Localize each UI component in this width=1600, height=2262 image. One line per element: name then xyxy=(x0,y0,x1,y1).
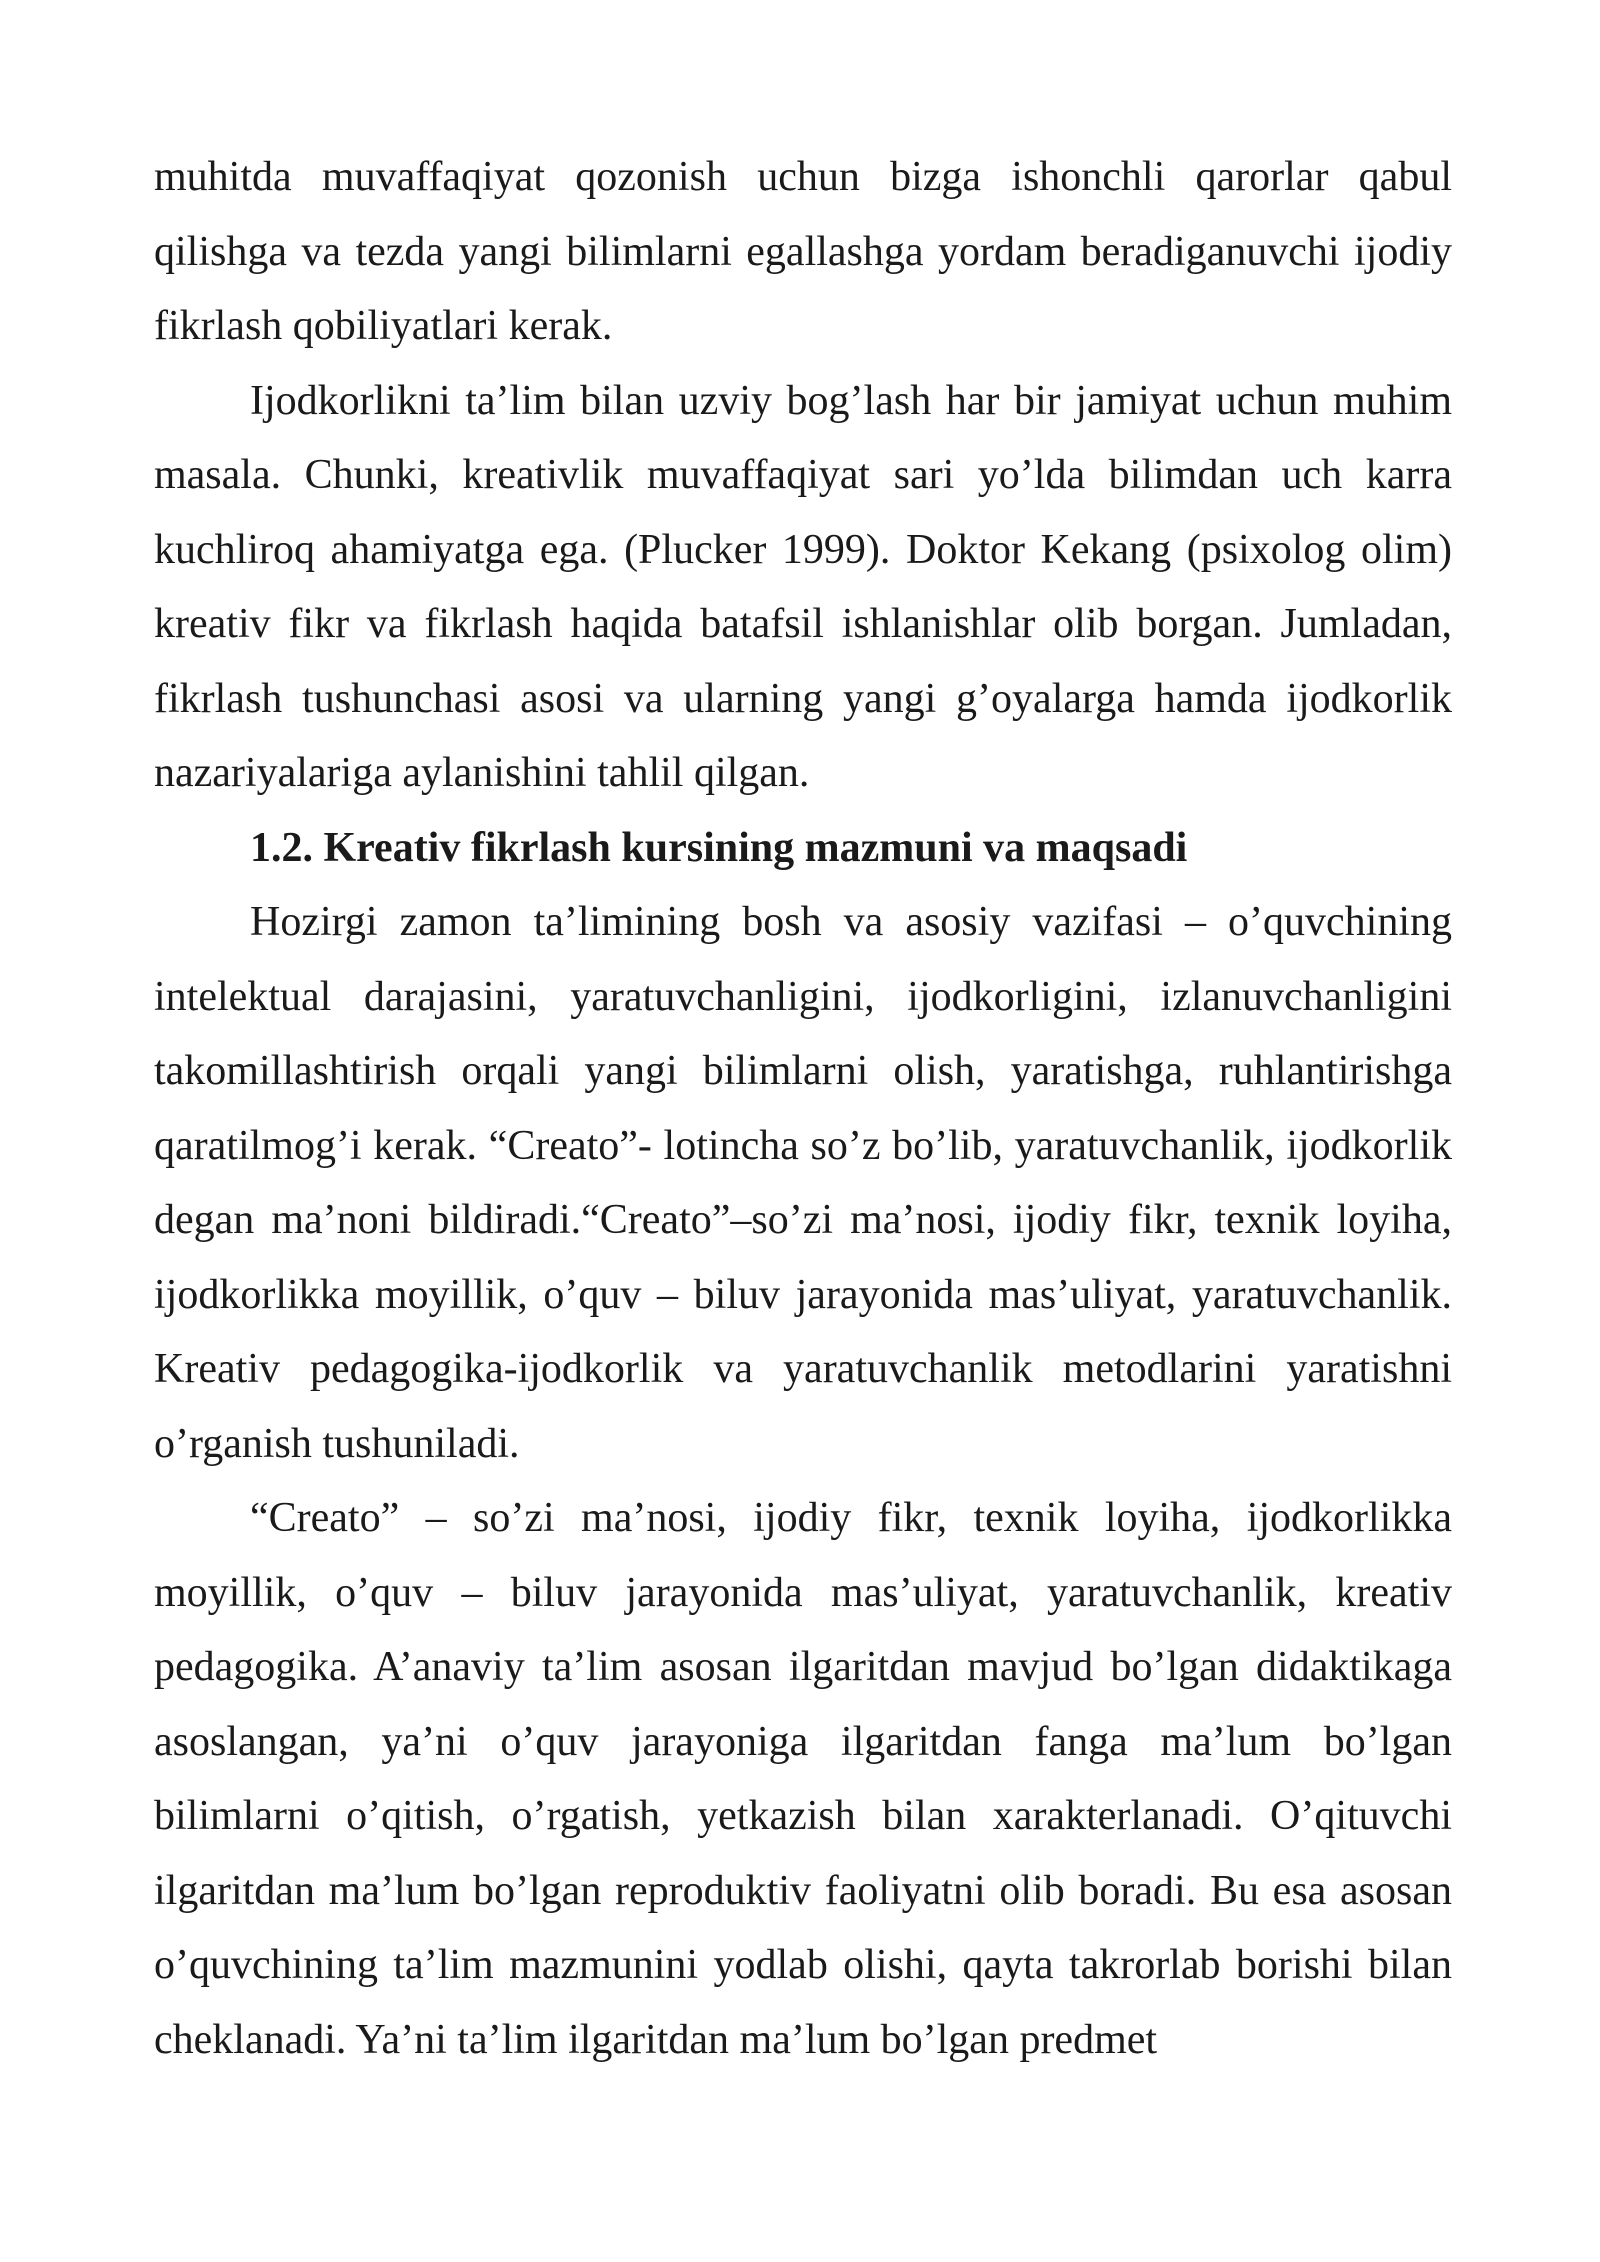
paragraph-continuation: muhitda muvaffaqiyat qozonish uchun bizga ishonchli qarorlar qabul qilishga va tezda yangi bilimlarni egallashga yordam beradiganuvchi ijodiy fikrlash qobiliyatlari kerak. xyxy=(154,154,1452,349)
section-heading: 1.2. Kreativ fikrlash kursining mazmuni va maqsadi xyxy=(250,824,1188,871)
paragraph-creato-meaning: “Creato” – so’zi ma’nosi, ijodiy fikr, texnik loyiha, ijodkorlikka moyillik, o’quv – biluv jarayonida mas’uliyat, yaratuvchanlik, kreativ pedagogika. A’anaviy ta’lim asosan ilgaritdan mavjud bo’lgan didaktikaga asoslangan, ya’ni o’quv jarayoniga ilgaritdan fanga ma’lum bo’lgan bilimlarni o’qitish, o’rgatish, yetkazish bilan xarakterlanadi. O’qituvchi ilgaritdan ma’lum bo’lgan reproduktiv faoliyatni olib boradi. Bu esa asosan o’quvchining ta’lim mazmunini yodlab olishi, qayta takrorlab borishi bilan cheklanadi. Ya’ni ta’lim ilgaritdan ma’lum bo’lgan predmet xyxy=(154,1495,1452,2063)
paragraph-modern-education: Hozirgi zamon ta’limining bosh va asosiy vazifasi – o’quvchining intelektual darajasini, yaratuvchanligini, ijodkorligini, izlanuvchanligini takomillashtirish orqali yangi bilimlarni olish, yaratishga, ruhlantirishga qaratilmog’i kerak. “Creato”- lotincha so’z bo’lib, yaratuvchanlik, ijodkorlik degan ma’noni bildiradi.“Creato”–so’zi ma’nosi, ijodiy fikr, texnik loyiha, ijodkorlikka moyillik, o’quv – biluv jarayonida mas’uliyat, yaratuvchanlik. Kreativ pedagogika-ijodkorlik va yaratuvchanlik metodlarini yaratishni o’rganish tushuniladi. xyxy=(154,899,1452,1467)
document-page xyxy=(154,140,1452,2077)
paragraph-creativity-education: Ijodkorlikni ta’lim bilan uzviy bog’lash har bir jamiyat uchun muhim masala. Chunki, kreativlik muvaffaqiyat sari yo’lda bilimdan uch karra kuchliroq ahamiyatga ega. (Plucker 1999). Doktor Kekang (psixolog olim) kreativ fikr va fikrlash haqida batafsil ishlanishlar olib borgan. Jumladan, fikrlash tushunchasi asosi va ularning yangi g’oyalarga hamda ijodkorlik nazariyalariga aylanishini tahlil qilgan. xyxy=(154,377,1452,796)
